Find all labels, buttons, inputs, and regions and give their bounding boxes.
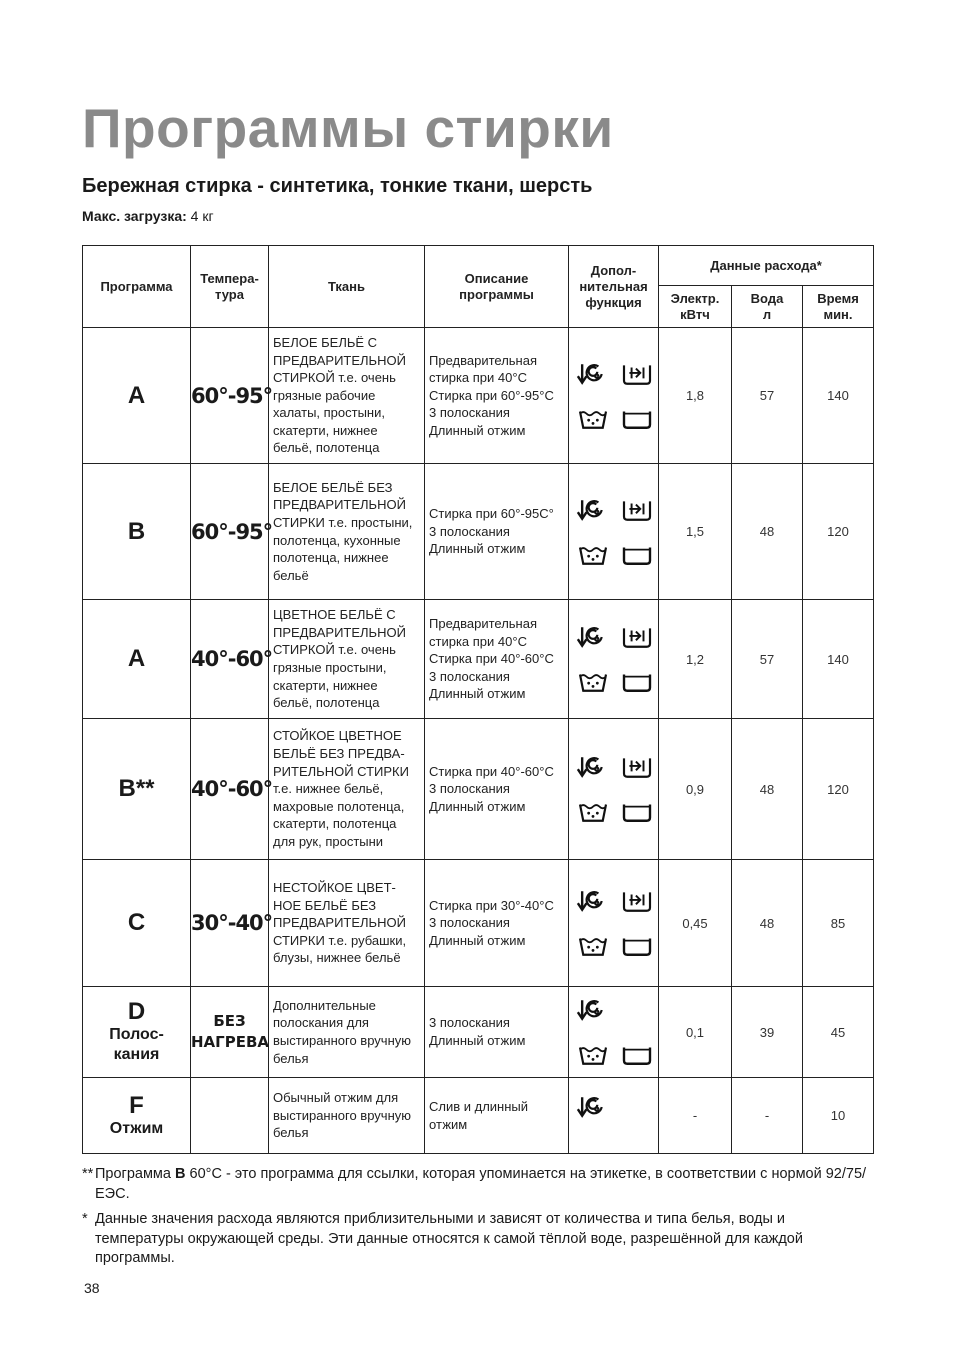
temperature-cell: 30°-40° [191, 860, 269, 987]
section-subtitle: Бережная стирка - синтетика, тонкие ткани, шерсть [82, 175, 593, 197]
tub-icon [617, 405, 657, 431]
prewash-icon [617, 624, 657, 650]
stain-icon [573, 405, 613, 431]
programs-table [82, 245, 874, 1154]
energy-cell: 0,45 [659, 860, 732, 987]
time-cell: 45 [803, 987, 874, 1078]
header-consumption: Данные расхода* [659, 246, 874, 286]
spin-icon [573, 754, 613, 780]
program-cell [83, 987, 191, 1078]
prewash-icon [617, 888, 657, 914]
water-cell: 39 [732, 987, 803, 1078]
energy-cell: 0,9 [659, 719, 732, 860]
program-cell [83, 328, 191, 464]
footnote-text-pre: Программа [95, 1166, 175, 1182]
temperature-cell: БЕЗ НАГРЕВА [191, 987, 269, 1078]
header-energy: Электр. кВтч [659, 286, 732, 328]
footnote-text: 60°C - это программа для ссылки, которая упоминается на этикетке, в соответствии с нормой 92/75/ЕЭС. [95, 1166, 867, 1202]
description-cell: 3 полоскания Длинный отжим [425, 987, 569, 1078]
footnote-mark: ** [82, 1166, 94, 1182]
footnote-reference-program [82, 1165, 872, 1204]
program-letter: C [127, 909, 146, 936]
header-extra-function: Допол- нительная функция [569, 246, 659, 328]
footnote-program-letter: B [175, 1166, 186, 1182]
temperature-cell: 40°-60° [191, 719, 269, 860]
header-time: Время мин. [803, 286, 874, 328]
function-cell [569, 987, 659, 1078]
stain-icon [573, 541, 613, 567]
temperature-cell: 60°-95° [191, 464, 269, 600]
function-cell [569, 860, 659, 987]
program-cell [83, 860, 191, 987]
spin-icon [573, 997, 613, 1023]
program-letter: D [127, 998, 146, 1025]
spin-icon [573, 497, 613, 523]
temperature-cell [191, 1078, 269, 1154]
fabric-cell: БЕЛОЕ БЕЛЬЁ БЕЗ ПРЕДВАРИТЕЛЬНОЙ СТИРКИ т.е. простыни, полотенца, кухонные полотенца, нижнее бельё [269, 464, 425, 600]
program-cell [83, 464, 191, 600]
description-cell: Предварительная стирка при 40°C Стирка при 40°-60°C 3 полоскания Длинный отжим [425, 600, 569, 719]
water-cell: - [732, 1078, 803, 1154]
fabric-cell: БЕЛОЕ БЕЛЬЁ С ПРЕДВАРИТЕЛЬНОЙ СТИРКОЙ т.е. очень грязные рабочие халаты, простыни, скатерти, нижнее бельё, полотенца [269, 328, 425, 464]
water-cell: 48 [732, 719, 803, 860]
header-temperature: Темпера- тура [191, 246, 269, 328]
table-row [83, 464, 874, 600]
function-cell [569, 600, 659, 719]
time-cell: 140 [803, 328, 874, 464]
header-water: Вода л [732, 286, 803, 328]
spin-icon [573, 624, 613, 650]
max-load [82, 208, 214, 224]
table-row [83, 1078, 874, 1154]
time-cell: 10 [803, 1078, 874, 1154]
prewash-icon [617, 361, 657, 387]
function-cell [569, 1078, 659, 1154]
table-row [83, 987, 874, 1078]
fabric-cell: ЦВЕТНОЕ БЕЛЬЁ С ПРЕДВАРИТЕЛЬНОЙ СТИРКОЙ т.е. очень грязные простыни, скатерти, нижнее бельё, полотенца [269, 600, 425, 719]
prewash-icon [617, 497, 657, 523]
stain-icon [573, 932, 613, 958]
tub-icon [617, 798, 657, 824]
fabric-cell: Обычный отжим для выстиранного вручную белья [269, 1078, 425, 1154]
header-fabric: Ткань [269, 246, 425, 328]
max-load-label: Макс. загрузка: [82, 208, 187, 224]
table-row [83, 719, 874, 860]
time-cell: 140 [803, 600, 874, 719]
water-cell: 57 [732, 328, 803, 464]
program-subtitle: Полос- кания [109, 1026, 164, 1063]
time-cell: 85 [803, 860, 874, 987]
program-cell [83, 1078, 191, 1154]
header-program: Программа [83, 246, 191, 328]
table-row [83, 328, 874, 464]
program-letter: B [127, 517, 146, 545]
footnote-consumption [82, 1210, 872, 1269]
time-cell: 120 [803, 719, 874, 860]
max-load-value: 4 кг [190, 208, 214, 224]
tub-icon [617, 1041, 657, 1067]
fabric-cell: НЕСТОЙКОЕ ЦВЕТ-НОЕ БЕЛЬЁ БЕЗ ПРЕДВАРИТЕЛЬНОЙ СТИРКИ т.е. рубашки, блузы, нижнее бельё [269, 860, 425, 987]
program-cell [83, 719, 191, 860]
energy-cell: 1,5 [659, 464, 732, 600]
energy-cell: 1,2 [659, 600, 732, 719]
function-cell [569, 464, 659, 600]
function-cell [569, 719, 659, 860]
stain-icon [573, 1041, 613, 1067]
temperature-cell: 40°-60° [191, 600, 269, 719]
footnote-text: Данные значения расхода являются приблизительными и зависят от количества и типа белья, воды и температуры окружающей среды. Эти данные относятся к самой тёплой воде, разрешённой для каждой программы. [95, 1211, 803, 1266]
water-cell: 48 [732, 860, 803, 987]
tub-icon [617, 541, 657, 567]
program-letter: A [127, 645, 146, 672]
spin-icon [573, 888, 613, 914]
program-letter: F [129, 1091, 144, 1119]
description-cell: Стирка при 40°-60°C 3 полоскания Длинный отжим [425, 719, 569, 860]
table-row [83, 600, 874, 719]
energy-cell: 1,8 [659, 328, 732, 464]
table-row [83, 860, 874, 987]
page-number: 38 [84, 1280, 100, 1296]
temperature-cell: 60°-95° [191, 328, 269, 464]
water-cell: 48 [732, 464, 803, 600]
program-cell [83, 600, 191, 719]
tub-icon [617, 932, 657, 958]
stain-icon [573, 798, 613, 824]
footnote-mark: * [82, 1211, 88, 1227]
description-cell: Стирка при 60°-95C° 3 полоскания Длинный отжим [425, 464, 569, 600]
spin-icon [573, 1094, 613, 1120]
description-cell: Предварительная стирка при 40°C Стирка при 60°-95°C 3 полоскания Длинный отжим [425, 328, 569, 464]
function-cell [569, 328, 659, 464]
time-cell: 120 [803, 464, 874, 600]
page-title: Программы стирки [82, 97, 614, 159]
stain-icon [573, 668, 613, 694]
header-description: Описание программы [425, 246, 569, 328]
energy-cell: - [659, 1078, 732, 1154]
water-cell: 57 [732, 600, 803, 719]
description-cell: Слив и длинный отжим [425, 1078, 569, 1154]
prewash-icon [617, 754, 657, 780]
program-subtitle: Отжим [109, 1119, 164, 1137]
program-letter: B** [118, 775, 155, 802]
tub-icon [617, 668, 657, 694]
fabric-cell: СТОЙКОЕ ЦВЕТНОЕ БЕЛЬЁ БЕЗ ПРЕДВА-РИТЕЛЬНОЙ СТИРКИ т.е. нижнее бельё, махровые полотенца, скатерти, полотенца для рук, простыни [269, 719, 425, 860]
spin-icon [573, 361, 613, 387]
description-cell: Стирка при 30°-40°C 3 полоскания Длинный отжим [425, 860, 569, 987]
fabric-cell: Дополнительные полоскания для выстиранного вручную белья [269, 987, 425, 1078]
program-letter: A [127, 381, 146, 409]
energy-cell: 0,1 [659, 987, 732, 1078]
